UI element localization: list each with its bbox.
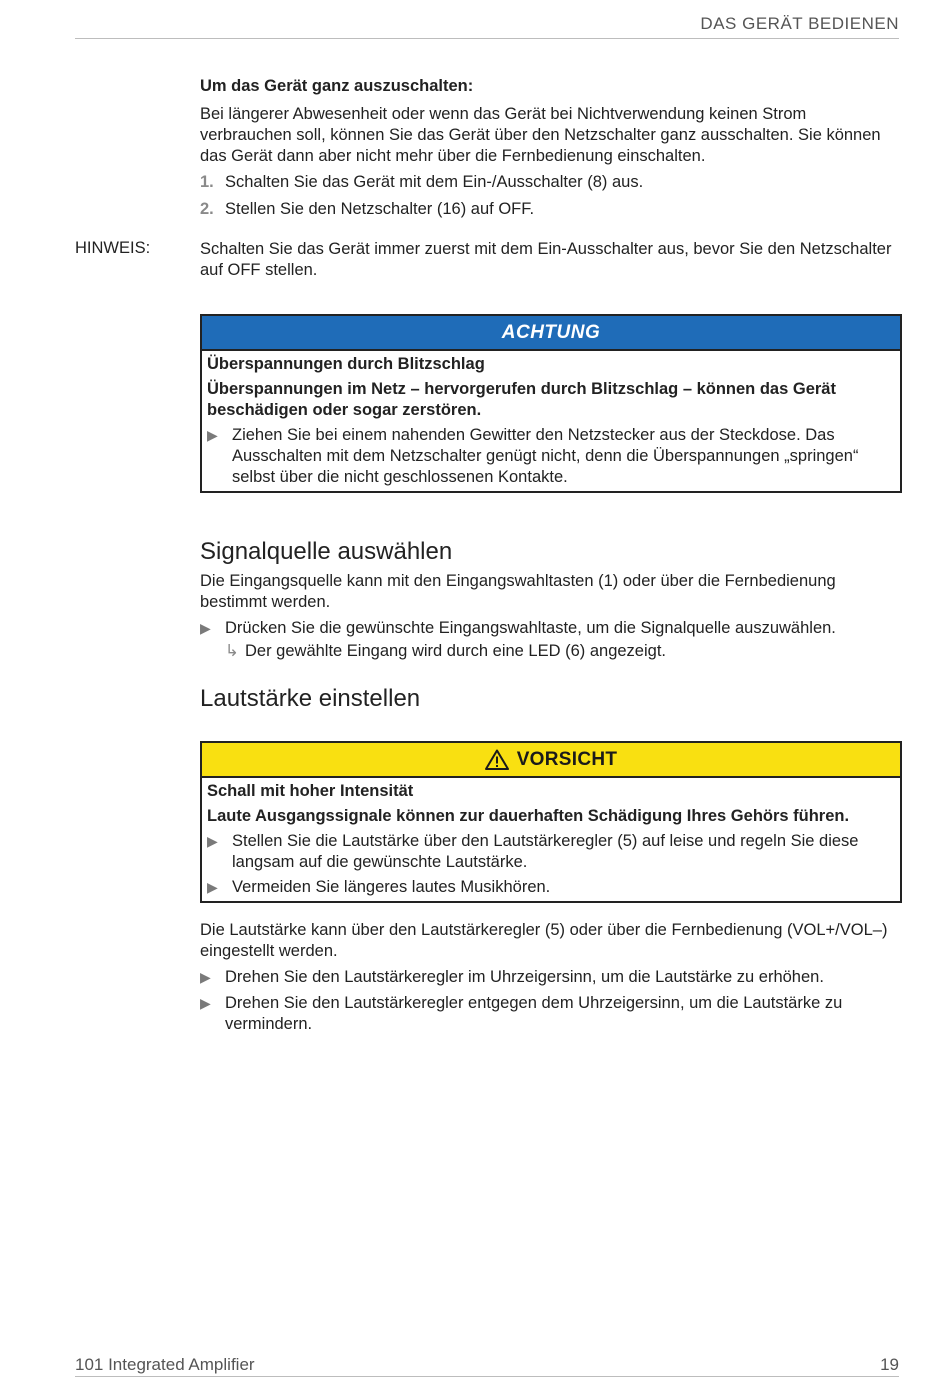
signal-action: Drücken Sie die gewünschte Eingangswahltaste, um die Signalquelle auszuwählen. — [225, 619, 836, 637]
vorsicht-title: VORSICHT — [516, 749, 618, 770]
vorsicht-body — [202, 778, 900, 901]
triangle-right-icon: ▶ — [207, 833, 218, 849]
volume-section — [200, 920, 900, 1035]
hinweis-body: Schalten Sie das Gerät immer zuerst mit dem Ein-Ausschalter aus, bevor Sie den Netzschalter auf OFF stellen. — [200, 240, 892, 279]
list-item — [200, 967, 900, 988]
volume-heading: Lautstärke einstellen — [200, 685, 421, 712]
list-item — [207, 425, 894, 488]
vorsicht-warning: Laute Ausgangssignale können zur dauerhaften Schädigung Ihres Gehörs führen. — [207, 807, 850, 825]
triangle-right-icon: ▶ — [200, 995, 211, 1011]
signal-intro: Die Eingangsquelle kann mit den Eingangswahltasten (1) oder über die Fernbedienung bestimmt werden. — [200, 572, 836, 611]
hinweis-label: HINWEIS: — [75, 239, 151, 257]
step-number: 1. — [200, 173, 214, 191]
warning-triangle-icon — [485, 749, 509, 770]
signal-heading: Signalquelle auswählen — [200, 538, 453, 565]
volume-action: Drehen Sie den Lautstärkeregler entgegen dem Uhrzeigersinn, um die Lautstärke zu vermindern. — [225, 994, 843, 1033]
list-item — [200, 199, 900, 220]
vorsicht-action: Stellen Sie die Lautstärke über den Lautstärkeregler (5) auf leise und regeln Sie diese langsam auf die gewünschte Lautstärke. — [232, 832, 859, 871]
signal-section — [200, 571, 900, 662]
header-rule — [75, 38, 899, 39]
result-arrow-icon: ↳ — [225, 642, 239, 660]
triangle-right-icon: ▶ — [200, 969, 211, 985]
achtung-action: Ziehen Sie bei einem nahenden Gewitter den Netzstecker aus der Steckdose. Das Ausschalten mit dem Netzschalter genügt nicht, denn die Überspannungen „springen“ selbst über die nicht geschlossenen Kontakte. — [232, 426, 859, 486]
footer-product: 101 Integrated Amplifier — [75, 1355, 255, 1374]
achtung-warning: Überspannungen im Netz – hervorgerufen durch Blitzschlag – können das Gerät beschädigen oder sogar zerstören. — [207, 380, 836, 419]
list-item — [200, 993, 900, 1035]
list-item — [200, 172, 900, 193]
power-off-intro: Bei längerer Abwesenheit oder wenn das Gerät bei Nichtverwendung keinen Strom verbrauchen soll, können Sie das Gerät über den Netzschalter ganz ausschalten. Sie können das Gerät dann aber nicht mehr über die Fernbedienung einschalten. — [200, 105, 881, 165]
vorsicht-action: Vermeiden Sie längeres lautes Musikhören. — [232, 878, 551, 896]
signal-result — [200, 641, 900, 662]
triangle-right-icon: ▶ — [200, 620, 211, 636]
step-number: 2. — [200, 200, 214, 218]
list-item — [207, 877, 894, 898]
running-header: DAS GERÄT BEDIENEN — [700, 14, 899, 33]
signal-result-text: Der gewählte Eingang wird durch eine LED (6) angezeigt. — [245, 642, 666, 660]
volume-intro: Die Lautstärke kann über den Lautstärkeregler (5) oder über die Fernbedienung (VOL+/VOL–) eingestellt werden. — [200, 921, 888, 960]
triangle-right-icon: ▶ — [207, 879, 218, 895]
list-item — [200, 618, 900, 639]
hinweis-text — [200, 239, 900, 281]
vorsicht-box — [200, 741, 902, 903]
triangle-right-icon: ▶ — [207, 427, 218, 443]
page-number: 19 — [880, 1355, 899, 1374]
power-off-section — [200, 76, 900, 226]
step-text: Schalten Sie das Gerät mit dem Ein-/Ausschalter (8) aus. — [225, 173, 644, 191]
achtung-box — [200, 314, 902, 493]
power-off-heading: Um das Gerät ganz auszuschalten: — [200, 77, 474, 95]
volume-action: Drehen Sie den Lautstärkeregler im Uhrzeigersinn, um die Lautstärke zu erhöhen. — [225, 968, 824, 986]
vorsicht-header — [202, 743, 900, 778]
achtung-subtitle: Überspannungen durch Blitzschlag — [207, 355, 485, 373]
step-text: Stellen Sie den Netzschalter (16) auf OFF. — [225, 200, 535, 218]
list-item — [207, 831, 894, 873]
achtung-body — [202, 351, 900, 491]
achtung-title: ACHTUNG — [202, 316, 900, 351]
vorsicht-subtitle: Schall mit hoher Intensität — [207, 782, 414, 800]
footer-rule — [75, 1376, 899, 1377]
power-off-steps — [200, 172, 900, 220]
